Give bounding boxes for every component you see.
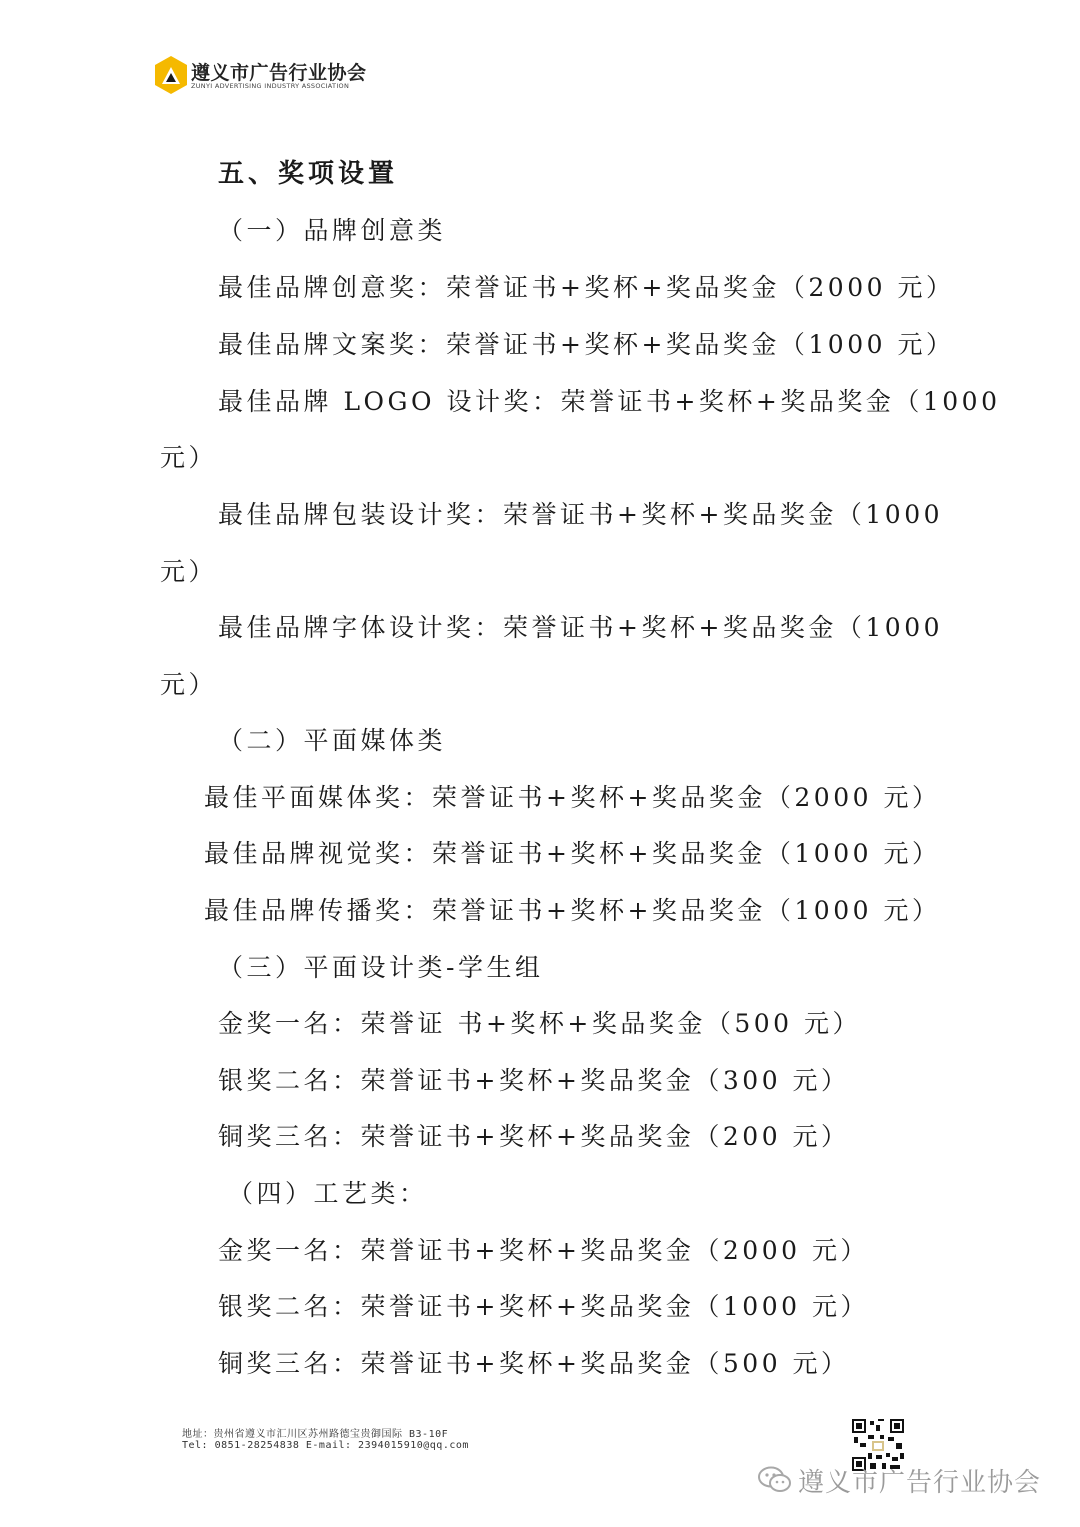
award-line: 最佳品牌字体设计奖：荣誉证书+奖杯+奖品奖金（1000 bbox=[218, 613, 944, 642]
category-title-print-media: （二）平面媒体类 bbox=[218, 726, 447, 755]
award-line: 最佳品牌包装设计奖：荣誉证书+奖杯+奖品奖金（1000 bbox=[218, 500, 944, 529]
category-title-graphic-design-student: （三）平面设计类-学生组 bbox=[218, 953, 544, 982]
hexagon-logo-icon bbox=[153, 55, 189, 95]
award-line: 最佳品牌创意奖：荣誉证书+奖杯+奖品奖金（2000 元） bbox=[218, 273, 955, 302]
category-title-craft: （四）工艺类： bbox=[228, 1179, 428, 1208]
wechat-icon bbox=[758, 1466, 792, 1494]
award-line-continued: 元） bbox=[160, 443, 218, 472]
award-line: 银奖二名：荣誉证书+奖杯+奖品奖金（300 元） bbox=[218, 1066, 850, 1095]
award-line: 最佳品牌传播奖：荣誉证书+奖杯+奖品奖金（1000 元） bbox=[204, 896, 941, 925]
watermark-text: 遵义市广告行业协会 bbox=[798, 1468, 1042, 1498]
logo-org-name-en: ZUNYI ADVERTISING INDUSTRY ASSOCIATION bbox=[191, 82, 350, 90]
award-line-continued: 元） bbox=[160, 557, 218, 586]
award-line: 最佳品牌视觉奖：荣誉证书+奖杯+奖品奖金（1000 元） bbox=[204, 839, 941, 868]
award-line: 金奖一名：荣誉证书+奖杯+奖品奖金（2000 元） bbox=[218, 1236, 869, 1265]
award-line: 最佳平面媒体奖：荣誉证书+奖杯+奖品奖金（2000 元） bbox=[204, 783, 941, 812]
award-line: 最佳品牌文案奖：荣誉证书+奖杯+奖品奖金（1000 元） bbox=[218, 330, 955, 359]
association-logo bbox=[153, 55, 373, 99]
award-line: 铜奖三名：荣誉证书+奖杯+奖品奖金（500 元） bbox=[218, 1349, 850, 1378]
wechat-watermark bbox=[758, 1460, 1058, 1500]
footer-contact: Tel: 0851-28254838 E-mail: 2394015910@qq.com bbox=[182, 1440, 469, 1451]
award-line: 金奖一名：荣誉证 书+奖杯+奖品奖金（500 元） bbox=[218, 1009, 862, 1038]
category-title-brand-creative: （一）品牌创意类 bbox=[218, 216, 447, 245]
award-line: 铜奖三名：荣誉证书+奖杯+奖品奖金（200 元） bbox=[218, 1122, 850, 1151]
award-line: 银奖二名：荣誉证书+奖杯+奖品奖金（1000 元） bbox=[218, 1292, 869, 1321]
award-line: 最佳品牌 LOGO 设计奖：荣誉证书+奖杯+奖品奖金（1000 bbox=[218, 387, 1001, 416]
logo-org-name: 遵义市广告行业协会 bbox=[191, 62, 367, 84]
footer-address: 地址：贵州省遵义市汇川区苏州路德宝贵御国际 B3-10F bbox=[182, 1429, 449, 1440]
award-line-continued: 元） bbox=[160, 670, 218, 699]
section-title: 五、奖项设置 bbox=[218, 159, 399, 189]
